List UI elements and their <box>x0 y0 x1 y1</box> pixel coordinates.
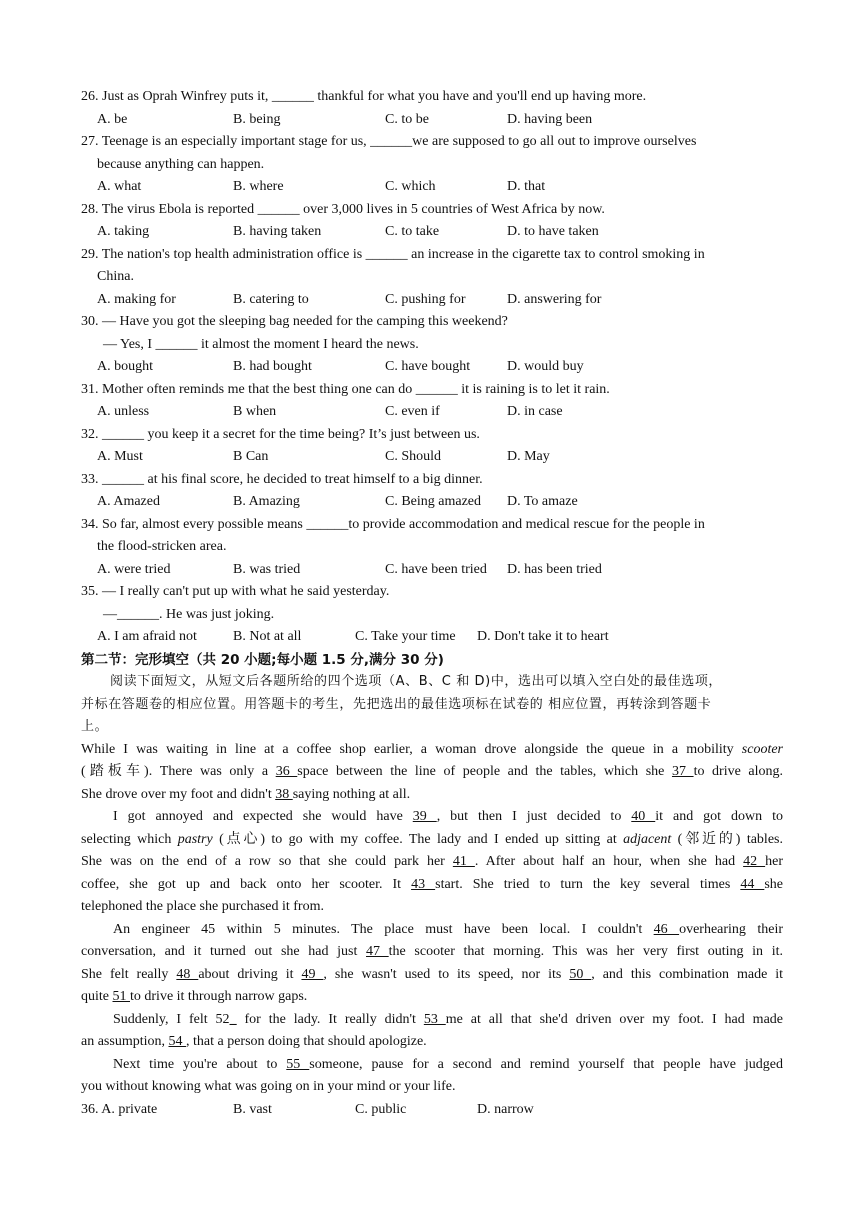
option-c: C. have bought <box>385 359 471 374</box>
option-a: A. Must <box>97 449 143 464</box>
passage-line <box>81 761 783 784</box>
instructions-line: 阅读下面短文，从短文后各题所给的四个选项（A、B、C 和 D)中，选出可以填入空白处的最佳选项， <box>110 674 723 689</box>
option-d: D. that <box>507 179 546 194</box>
question-stem: 35. — I really can't put up with what he said yesterday. <box>81 584 390 599</box>
blank-number: 49 <box>301 966 324 982</box>
question-options <box>97 559 797 581</box>
passage-text: she <box>764 876 784 892</box>
passage-text: start. She tried to turn the key several times <box>435 876 741 892</box>
option-c: C. pushing for <box>385 291 466 307</box>
option-d: D. To amaze <box>507 494 578 509</box>
passage-text: telephoned the place she purchased it from. <box>81 899 324 914</box>
question-stem: 26. Just as Oprah Winfrey puts it, ______ thankful for what you have and you'll end up having more. <box>81 89 647 104</box>
question-options <box>97 626 797 648</box>
option-d: D. would buy <box>507 359 584 374</box>
blank-number: 38 <box>275 786 293 802</box>
option-b: B. being <box>233 111 281 127</box>
question-options <box>97 176 797 198</box>
option-b: B. vast <box>233 1101 272 1117</box>
option-c: C. which <box>385 179 436 194</box>
passage-text: someone, pause for a second and remind yourself that people have judged <box>309 1056 783 1072</box>
passage-line <box>81 829 783 852</box>
option-b: B. where <box>233 179 284 194</box>
passage-line <box>81 784 783 807</box>
question-stem: —______. He was just joking. <box>103 606 275 622</box>
passage-text: , she wasn't used to its speed, nor its <box>323 966 570 982</box>
option-d: D. answering for <box>507 291 602 307</box>
italic-term: pastry <box>177 831 213 847</box>
option-a: A. were tried <box>97 561 171 577</box>
blank-number: 54 <box>168 1034 186 1049</box>
passage-text: for the lady. It really didn't <box>236 1011 424 1027</box>
passage-line <box>81 739 783 762</box>
option-a: A. bought <box>97 359 153 374</box>
blank-number: 43 <box>411 876 436 892</box>
passage-text: (邻近的) tables. <box>671 831 783 847</box>
option-b: B. Not at all <box>233 629 302 644</box>
option-a: A. taking <box>97 224 150 239</box>
passage-text: to drive it through narrow gaps. <box>130 989 308 1004</box>
instructions-line: 并标在答题卷的相应位置。用答题卡的考生，先把选出的最佳选项标在试卷的 相应位置，再转涂到答题卡 <box>81 696 712 712</box>
passage-text: her <box>765 854 784 869</box>
passage-text: to drive along. <box>693 764 784 779</box>
passage-text: She felt really <box>81 966 177 982</box>
blank-number: 36 <box>275 764 298 779</box>
question-options <box>97 289 797 311</box>
option-b: B. Amazing <box>233 494 300 509</box>
passage-line <box>113 806 783 829</box>
option-d: D. narrow <box>477 1101 534 1117</box>
blank-number: 41 <box>452 854 475 869</box>
passage-line <box>81 851 783 874</box>
question-stem: 30. — Have you got the sleeping bag needed for the camping this weekend? <box>81 314 508 329</box>
passage-text: it and got down to <box>655 809 783 824</box>
italic-term: scooter <box>741 741 783 757</box>
passage-text: I got annoyed and expected she would have <box>113 809 413 824</box>
option-d: D. May <box>507 449 550 464</box>
option-d: D. has been tried <box>507 561 602 577</box>
blank-number: 40 <box>631 809 656 824</box>
question-options <box>97 356 797 378</box>
question-options <box>97 221 797 243</box>
option-a: A. unless <box>97 404 150 419</box>
option-c: C. to take <box>385 224 440 239</box>
question-stem: because anything can happen. <box>97 156 265 172</box>
passage-text: Next time you're about to <box>113 1056 287 1072</box>
passage-line <box>113 919 783 942</box>
blank-number: 55 <box>286 1056 310 1072</box>
option-a: 36. A. private <box>81 1101 158 1117</box>
passage-text: space between the line of people and the tables, which she <box>297 764 672 779</box>
option-b: B Can <box>233 449 269 464</box>
passage-text: me at all that she'd driven over my foot. I had made <box>445 1011 783 1027</box>
option-a: A. Amazed <box>97 494 160 509</box>
blank-number: 51 <box>112 989 130 1004</box>
passage-text: (踏板车). There was only a <box>81 764 276 779</box>
option-b: B. catering to <box>233 291 309 307</box>
q36-options <box>81 1099 781 1121</box>
passage-text: coffee, she got up and back onto her scooter. It <box>81 876 412 892</box>
passage-text: selecting which <box>81 831 178 847</box>
option-b: B. having taken <box>233 224 322 239</box>
question-stem: 31. Mother often reminds me that the best thing one can do ______ it is raining is to let it rain. <box>81 381 610 397</box>
passage-line <box>113 1009 783 1032</box>
question-stem: China. <box>97 269 134 284</box>
option-a: A. I am afraid not <box>97 629 197 644</box>
question-options <box>97 446 797 468</box>
blank-number: 37 <box>671 764 694 779</box>
passage-line <box>113 1054 783 1077</box>
question-stem: 33. ______ at his final score, he decided to treat himself to a big dinner. <box>81 471 483 487</box>
passage-line <box>81 941 783 964</box>
blank-number: 50 <box>569 966 592 982</box>
passage-text: overhearing their <box>679 921 783 937</box>
passage-text: you without knowing what was going on in your mind or your life. <box>81 1079 456 1094</box>
option-c: C. public <box>355 1101 407 1117</box>
option-a: A. making for <box>97 291 176 307</box>
question-stem: 28. The virus Ebola is reported ______ over 3,000 lives in 5 countries of West Africa by now. <box>81 201 605 217</box>
option-c: C. even if <box>385 404 440 419</box>
blank-number: 53 <box>423 1011 446 1027</box>
passage-text: . After about half an hour, when she had <box>474 854 744 869</box>
passage-text: quite <box>81 989 113 1004</box>
option-c: C. have been tried <box>385 561 487 577</box>
passage-text: about driving it <box>198 966 302 982</box>
question-stem: 32. ______ you keep it a secret for the time being? It’s just between us. <box>81 426 480 442</box>
passage-text: She was on the end of a row so that she could park her <box>81 854 453 869</box>
passage-line <box>81 964 783 987</box>
question-stem: the flood-stricken area. <box>97 539 227 554</box>
question-stem: — Yes, I ______ it almost the moment I heard the news. <box>103 336 419 352</box>
question-options <box>97 491 797 513</box>
passage-text: conversation, and it turned out she had just <box>81 944 367 959</box>
question-options <box>97 109 797 131</box>
option-c: C. Should <box>385 449 442 464</box>
question-stem: 34. So far, almost every possible means ______to provide accommodation and medical rescue for the people in <box>81 516 705 532</box>
blank-number: 39 <box>412 809 437 824</box>
option-d: D. in case <box>507 404 563 419</box>
option-b: B. had bought <box>233 359 312 374</box>
blank-number: _ <box>229 1011 237 1027</box>
option-a: A. what <box>97 179 142 194</box>
blank-number: 44 <box>740 876 765 892</box>
option-c: C. to be <box>385 111 429 127</box>
question-options <box>97 401 797 423</box>
passage-line <box>81 986 783 1009</box>
passage-text: the scooter that morning. This was her very first outing in it. <box>388 944 783 959</box>
option-b: B when <box>233 404 277 419</box>
italic-term: adjacent <box>623 831 672 847</box>
question-stem: 27. Teenage is an especially important stage for us, ______we are supposed to go all out to improve ourselves <box>81 134 697 149</box>
blank-number: 48 <box>176 966 199 982</box>
option-d: D. to have taken <box>507 224 599 239</box>
passage-line <box>81 1076 783 1099</box>
option-c: C. Being amazed <box>385 494 482 509</box>
passage-text: She drove over my foot and didn't <box>81 786 276 802</box>
instructions-line: 上。 <box>81 719 109 734</box>
option-d: D. having been <box>507 111 593 127</box>
option-d: D. Don't take it to heart <box>477 629 609 644</box>
passage-text: an assumption, <box>81 1034 169 1049</box>
blank-number: 42 <box>743 854 766 869</box>
option-a: A. be <box>97 111 128 127</box>
passage-text: Suddenly, I felt 52 <box>113 1011 230 1027</box>
passage-text: , and this combination made it <box>591 966 784 982</box>
blank-number: 46 <box>653 921 680 937</box>
blank-number: 47 <box>366 944 389 959</box>
passage-line <box>81 1031 783 1054</box>
passage-text: (点心) to go with my coffee. The lady and I ended up sitting at <box>212 831 624 847</box>
passage-text: , but then I just decided to <box>436 809 632 824</box>
option-b: B. was tried <box>233 561 301 577</box>
passage-text: While I was waiting in line at a coffee shop earlier, a woman drove alongside the queue in a mobility <box>81 741 742 757</box>
option-c: C. Take your time <box>355 629 456 644</box>
passage-text: saying nothing at all. <box>292 786 411 802</box>
section-heading: 第二节：完形填空（共 20 小题;每小题 1.5 分,满分 30 分) <box>81 651 444 668</box>
question-stem: 29. The nation's top health administration office is ______ an increase in the cigarette tax to control smoking in <box>81 246 705 262</box>
passage-line <box>81 874 783 897</box>
passage-text: , that a person doing that should apologize. <box>186 1034 427 1049</box>
passage-line <box>81 896 783 919</box>
passage-text: An engineer 45 within 5 minutes. The place must have been local. I couldn't <box>113 921 654 937</box>
